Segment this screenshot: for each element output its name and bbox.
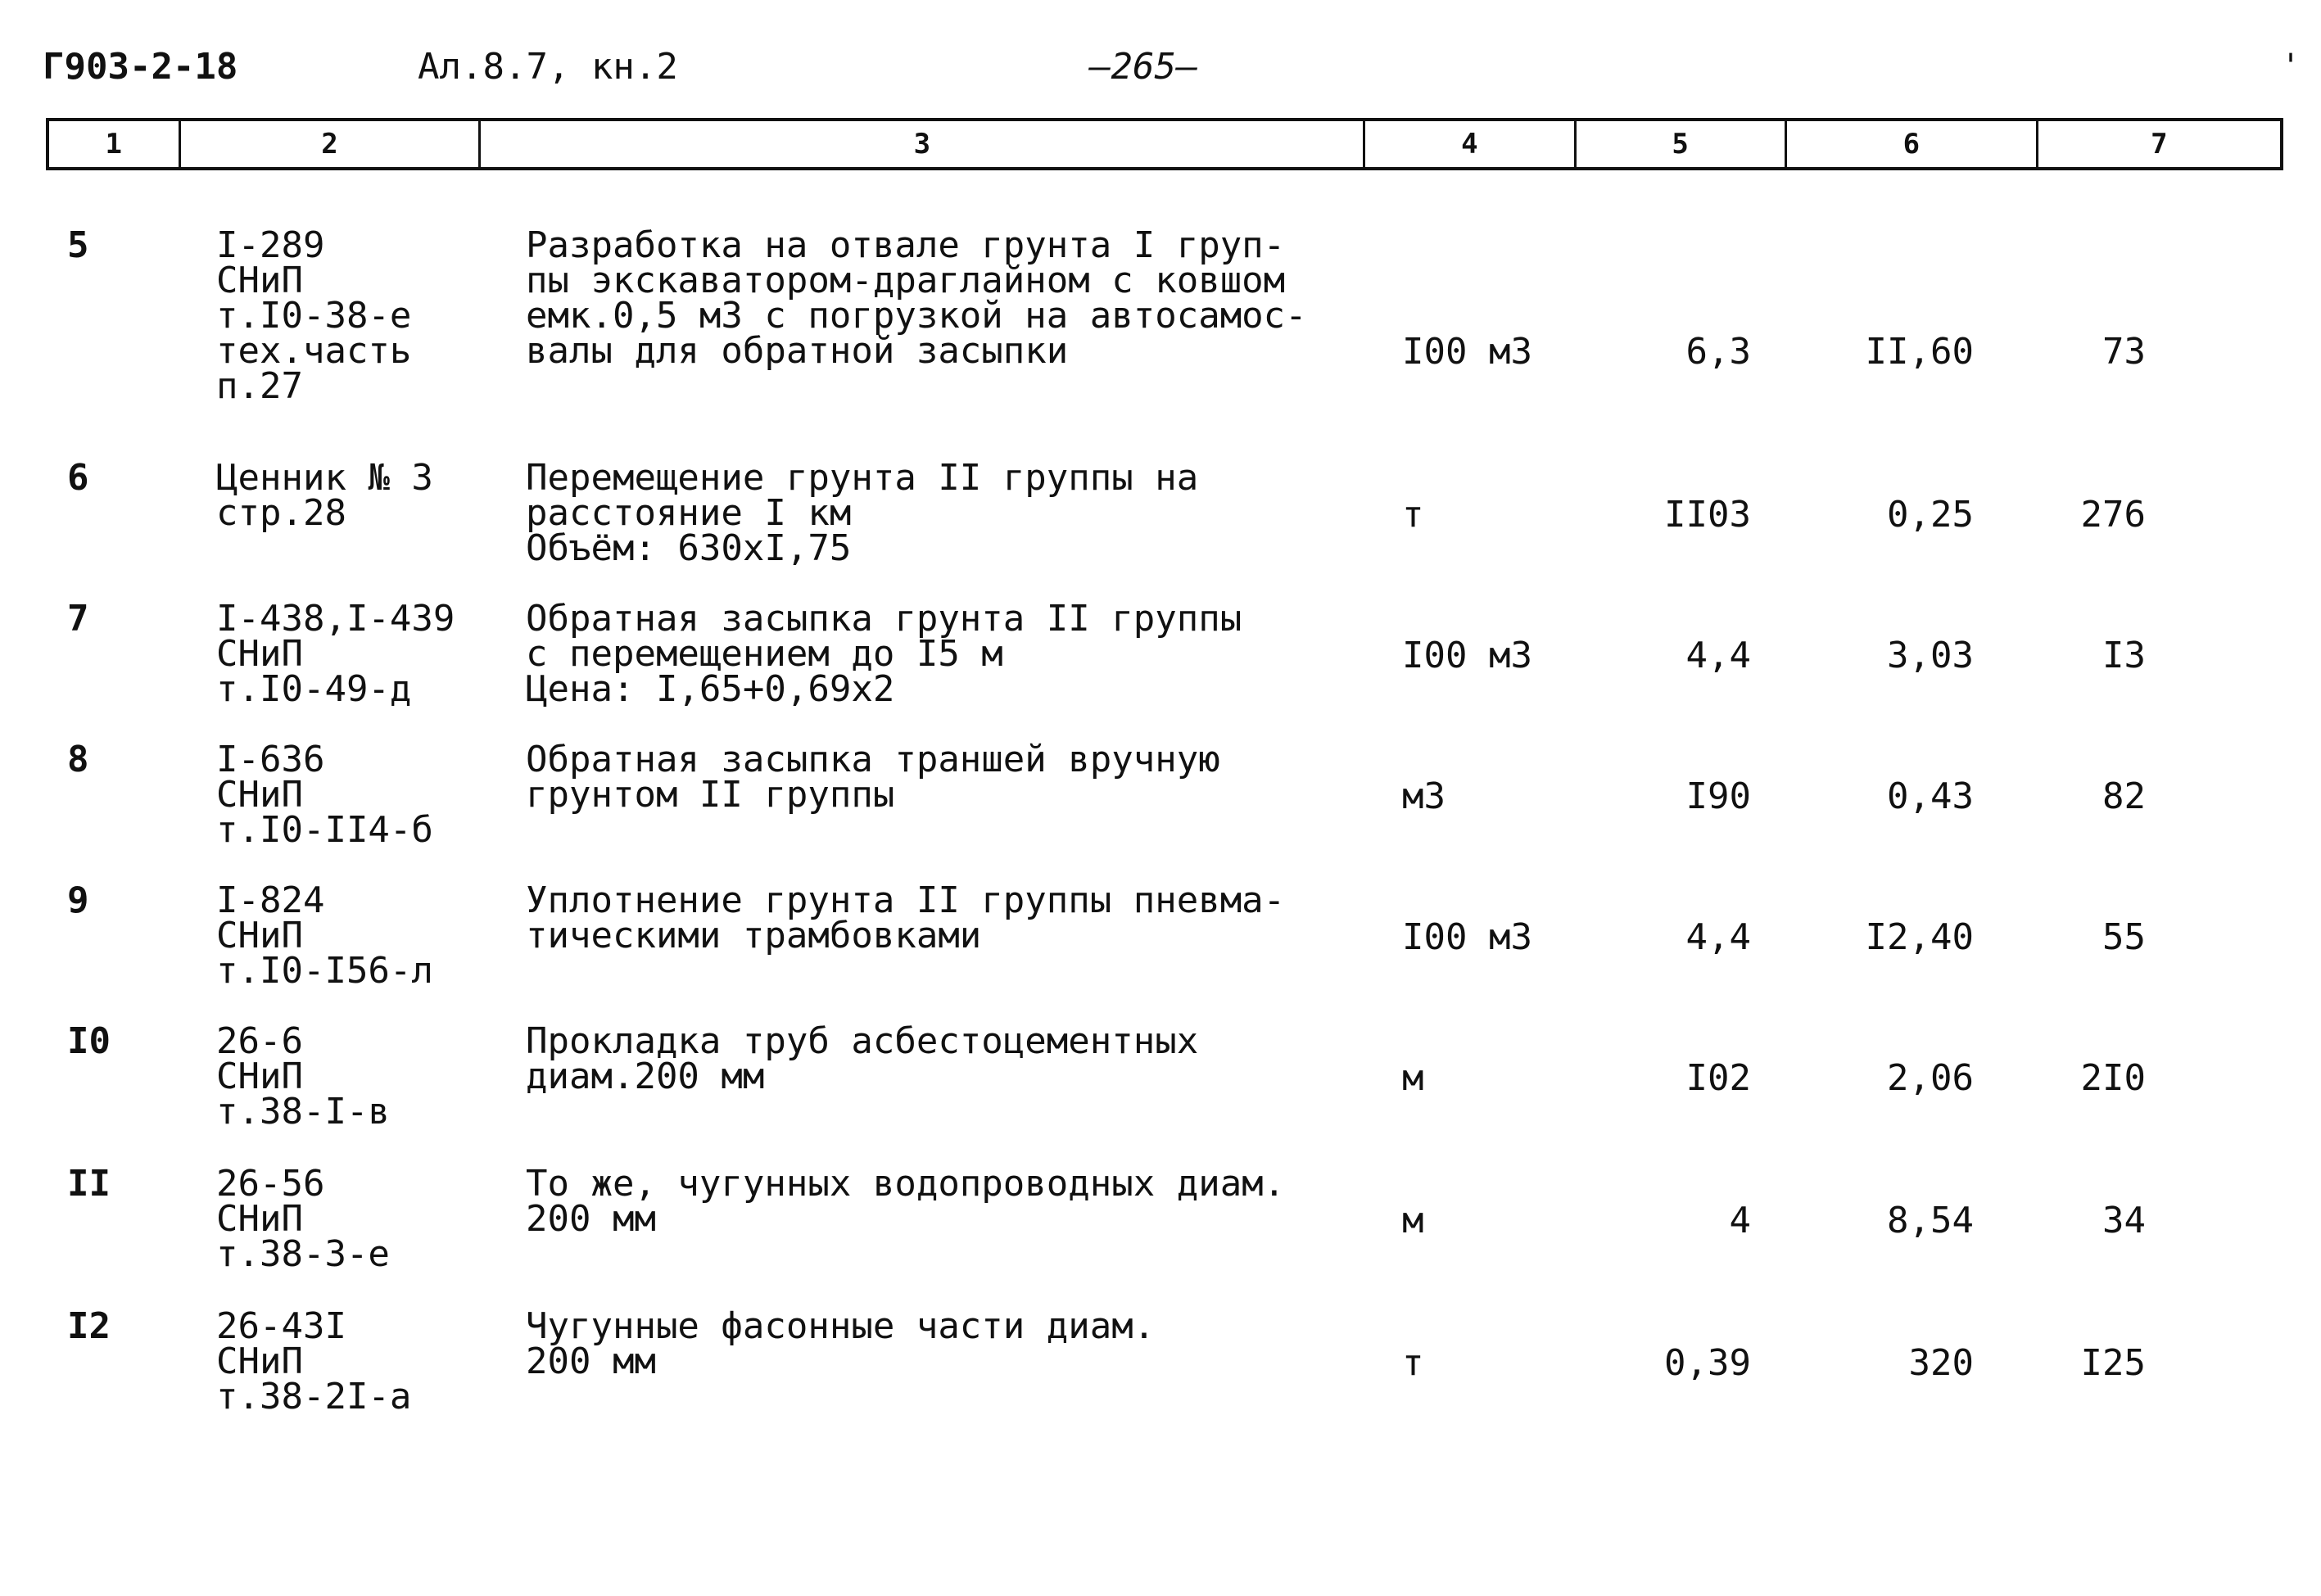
quantity: 4,4 — [1685, 916, 1751, 958]
work-description: Обратная засыпка грунта II группы с перемещением до I5 м Цена: I,65+0,69х2 — [526, 598, 1242, 710]
quantity: I02 — [1685, 1057, 1751, 1099]
total-cost: 2I0 — [2080, 1057, 2146, 1099]
row-number: 8 — [67, 739, 89, 780]
quantity: 4,4 — [1685, 635, 1751, 676]
column-header-2: 2 — [181, 121, 482, 167]
row-number: 7 — [67, 598, 89, 640]
norm-reference: 26-43I СНиП т.38-2I-а — [216, 1305, 412, 1417]
quantity: II03 — [1664, 494, 1751, 536]
column-header-6: 6 — [1787, 121, 2038, 167]
unit-price: II,60 — [1865, 331, 1974, 373]
total-cost: I25 — [2080, 1342, 2146, 1384]
quantity: 0,39 — [1664, 1342, 1751, 1384]
total-cost: 82 — [2102, 775, 2146, 817]
work-description: Уплотнение грунта II группы пневма- тическими трамбовками — [526, 879, 1286, 956]
norm-reference: 26-6 СНиП т.38-I-в — [216, 1020, 390, 1133]
norm-reference: Ценник № 3 стр.28 — [216, 457, 433, 534]
unit-price: 2,06 — [1887, 1057, 1974, 1099]
row-number: 9 — [67, 879, 89, 921]
norm-reference: I-824 СНиП т.I0-I56-л — [216, 879, 433, 992]
unit-price: 0,25 — [1887, 494, 1974, 536]
unit: I00 м3 — [1402, 331, 1532, 373]
row-number: I0 — [67, 1020, 111, 1062]
row-number: 6 — [67, 457, 89, 499]
unit: т — [1402, 494, 1424, 536]
unit: т — [1402, 1342, 1424, 1384]
column-header-7: 7 — [2151, 128, 2168, 161]
unit: I00 м3 — [1402, 916, 1532, 958]
norm-reference: I-289 СНиП т.I0-38-е тех.часть п.27 — [216, 224, 412, 407]
total-cost: 55 — [2102, 916, 2146, 958]
work-description: Разработка на отвале грунта I груп- пы экскаватором-драглайном с ковшом емк.0,5 м3 с погрузкой на автосамос- валы для обратной засыпки — [526, 224, 1307, 372]
norm-reference: 26-56 СНиП т.38-3-е — [216, 1163, 390, 1275]
work-description: То же, чугунных водопроводных диам. 200 мм — [526, 1163, 1286, 1240]
row-number: II — [67, 1163, 111, 1205]
album-reference: Ал.8.7, кн.2 — [418, 46, 678, 88]
work-description: Прокладка труб асбестоцементных диам.200 мм — [526, 1020, 1199, 1097]
total-cost: 73 — [2102, 331, 2146, 373]
total-cost: I3 — [2102, 635, 2146, 676]
unit: I00 м3 — [1402, 635, 1532, 676]
norm-reference: I-438,I-439 СНиП т.I0-49-д — [216, 598, 455, 710]
column-header-3: 3 — [481, 121, 1365, 167]
column-header-5: 5 — [1577, 121, 1787, 167]
norm-reference: I-636 СНиП т.I0-II4-б — [216, 739, 433, 851]
row-number: 5 — [67, 224, 89, 266]
document-code: Г903-2-18 — [43, 46, 238, 88]
work-description: Чугунные фасонные части диам. 200 мм — [526, 1305, 1156, 1382]
unit: м — [1402, 1057, 1424, 1099]
unit-price: 8,54 — [1887, 1200, 1974, 1241]
unit: м — [1402, 1200, 1424, 1241]
work-description: Обратная засыпка траншей вручную грунтом II группы — [526, 739, 1220, 816]
unit-price: 320 — [1908, 1342, 1974, 1384]
quantity: 6,3 — [1685, 331, 1751, 373]
work-description: Перемещение грунта II группы на расстояние I км Объём: 630хI,75 — [526, 457, 1199, 569]
column-header-4: 4 — [1365, 121, 1576, 167]
unit: м3 — [1402, 775, 1446, 817]
quantity: I90 — [1685, 775, 1751, 817]
page-number: —265— — [1089, 46, 1198, 88]
total-cost: 34 — [2102, 1200, 2146, 1241]
unit-price: 3,03 — [1887, 635, 1974, 676]
quantity: 4 — [1729, 1200, 1751, 1241]
unit-price: 0,43 — [1887, 775, 1974, 817]
total-cost: 276 — [2080, 494, 2146, 536]
column-header-1: 1 — [49, 121, 181, 167]
margin-mark: ' — [2281, 47, 2301, 85]
row-number: I2 — [67, 1305, 111, 1347]
unit-price: I2,40 — [1865, 916, 1974, 958]
